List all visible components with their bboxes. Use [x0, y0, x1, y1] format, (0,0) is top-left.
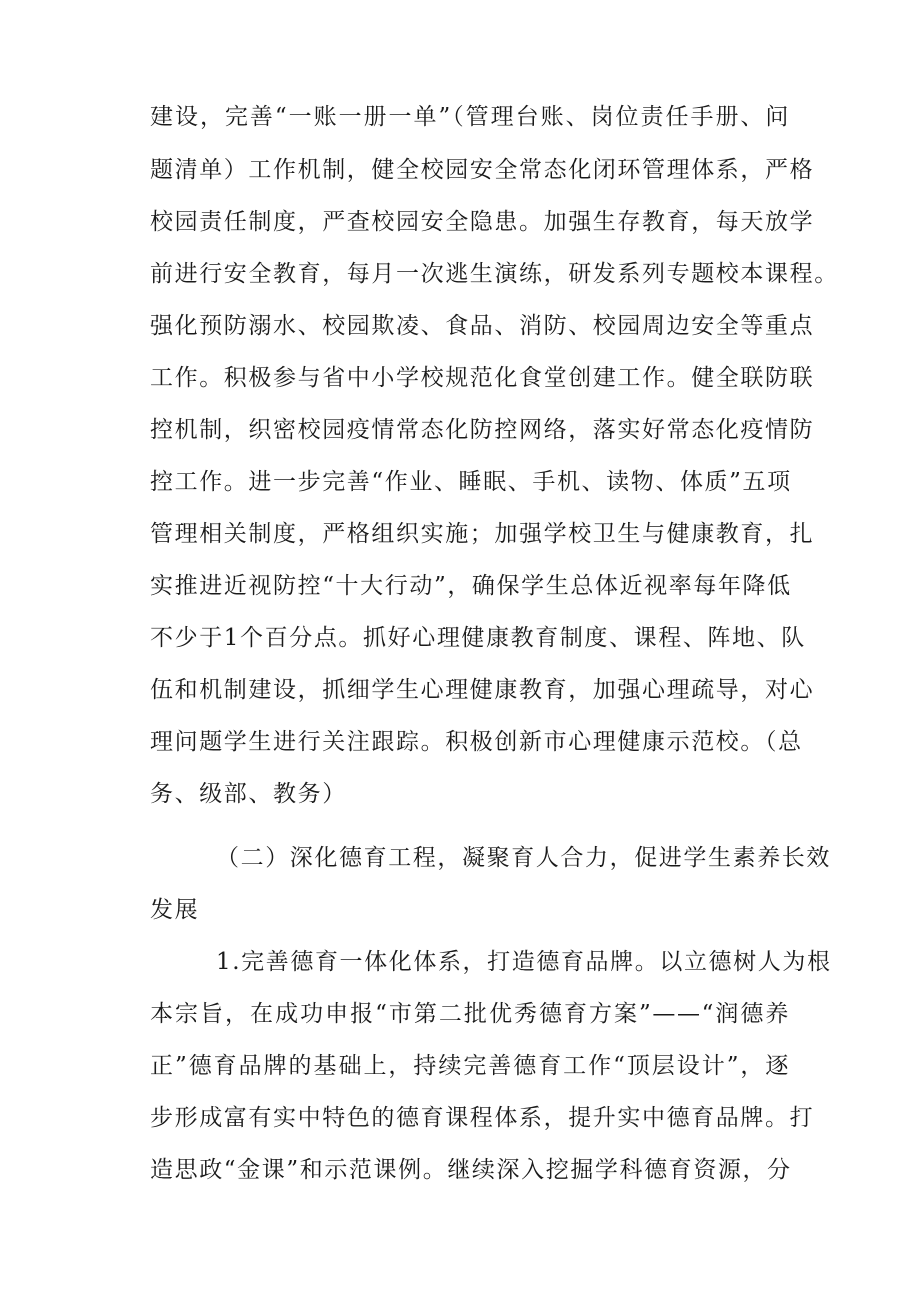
body-text-line: 控机制，织密校园疫情常态化防控网络，落实好常态化疫情防 — [150, 417, 815, 443]
body-text-line: 1.完善德育一体化体系，打造德育品牌。以立德树人为根 — [216, 949, 832, 975]
body-text-line: 务、级部、教务） — [150, 781, 347, 807]
body-text-line: 造思政“金课”和示范课例。继续深入挖掘学科德育资源，分 — [150, 1157, 792, 1183]
section-heading: （二）深化德育工程，凝聚育人合力，促进学生素养长效 — [216, 845, 831, 871]
body-text-line: 工作。积极参与省中小学校规范化食堂创建工作。健全联防联 — [150, 365, 815, 391]
body-text-line: 伍和机制建设，抓细学生心理健康教育，加强心理疏导，对心 — [150, 677, 815, 703]
body-text-line: 理问题学生进行关注跟踪。积极创新市心理健康示范校。（总 — [150, 729, 803, 755]
body-text-line: 题清单）工作机制，健全校园安全常态化闭环管理体系，严格 — [150, 157, 815, 183]
body-text-line: 校园责任制度，严查校园安全隐患。加强生存教育，每天放学 — [150, 209, 815, 235]
body-text-line: 本宗旨，在成功申报“市第二批优秀德育方案”——“润德养 — [150, 1001, 790, 1027]
body-text-line: 建设，完善“一账一册一单”（管理台账、岗位责任手册、问 — [150, 104, 790, 130]
body-text-line: 控工作。进一步完善“作业、睡眠、手机、读物、体质”五项 — [150, 469, 792, 495]
body-text-line: 正”德育品牌的基础上，持续完善德育工作“顶层设计”，逐 — [150, 1053, 790, 1079]
body-text-line: 管理相关制度，严格组织实施；加强学校卫生与健康教育，扎 — [150, 521, 815, 547]
body-text-line: 前进行安全教育，每月一次逃生演练，研发系列专题校本课程。 — [150, 261, 839, 287]
body-text-line: 不少于1个百分点。抓好心理健康教育制度、课程、阵地、队 — [150, 625, 806, 651]
section-heading-continuation: 发展 — [150, 897, 200, 923]
body-text-line: 实推进近视防控“十大行动”，确保学生总体近视率每年降低 — [150, 573, 792, 599]
body-text-line: 步形成富有实中特色的德育课程体系，提升实中德育品牌。打 — [150, 1105, 815, 1131]
body-text-line: 强化预防溺水、校园欺凌、食品、消防、校园周边安全等重点 — [150, 313, 815, 339]
